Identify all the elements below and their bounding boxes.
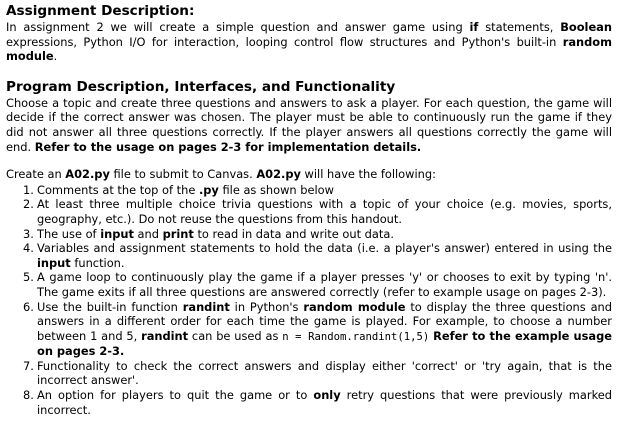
list-item-number: 6. [23,299,34,314]
section-paragraph: In assignment 2 we will create a simple question and answer game using if statements, Boolean expressions, Python I/O for interaction, looping control flow structures and Python's built-in random module. [6,20,612,64]
bold-text: A02.py [65,167,110,182]
list-item [6,197,612,226]
program-description-section [6,79,612,154]
bold-text: .py [198,182,219,197]
requirements-intro: Create an A02.py file to submit to Canvas. A02.py will have the following: [6,167,436,182]
list-item-number: 3. [23,226,34,241]
bold-text: Refer to the usage on pages 2-3 for implementation details. [34,139,422,154]
bold-text: random module [6,34,612,64]
list-item [6,359,612,388]
list-item-text: Variables and assignment statements to hold the data (i.e. a player's answer) entered in using the input function. [37,241,612,270]
list-item-number: 2. [23,197,34,212]
list-item-text: Functionality to check the correct answers and display either 'correct' or 'try again, that is the incorrect answer'. [37,358,612,388]
bold-text: random module [303,299,406,314]
list-item-text: The use of input and print to read in data and write out data. [37,226,394,241]
list-item [6,270,612,299]
requirements-list [6,183,612,418]
assignment-description-section [6,3,612,64]
bold-text: print [162,226,194,241]
list-item-number: 1. [23,182,34,197]
list-item-number: 8. [23,388,34,403]
bold-text: Boolean [560,20,612,34]
section-heading: Program Description, Interfaces, and Functionality [6,78,396,95]
list-item-text: At least three multiple choice trivia questions with a topic of your choice (e.g. movies, sports, geography, etc.). Do not reuse the questions from this handout. [37,197,612,226]
list-item-number: 4. [23,241,34,256]
list-item [6,300,612,359]
bold-text: only [313,388,341,403]
list-item [6,388,612,417]
bold-text: A02.py [256,167,301,182]
bold-text: input [37,255,71,270]
section-heading: Assignment Description: [6,3,195,19]
bold-text: randint [182,299,230,314]
bold-text: if [469,20,479,34]
list-item-text: An option for players to quit the game or to only retry questions that were previously marked incorrect. [37,388,612,417]
bold-text: input [100,226,134,241]
list-item [6,241,612,270]
list-item [6,227,612,242]
bold-text: randint [141,328,189,343]
code-snippet: n = Random.randint(1,5) [282,330,430,343]
list-item-text: Use the built-in function randint in Python's random module to display the three questions and answers in a different order for each time the game is played. For example, to choose a number between 1 and 5, randint can be used as n = Random.randint(1,5) Refer to the example usage on pages 2-3. [37,299,613,359]
section-paragraph: Choose a topic and create three questions and answers to ask a player. For each question, the game will decide if the correct answer was chosen. The player must be able to continuously run the game if they did not answer all three questions correctly. If the player answers all questions correctly the game will end. Refer to the usage on pages 2-3 for implementation details. [6,95,612,154]
list-item [6,183,612,198]
list-item-text: A game loop to continuously play the game if a player presses 'y' or chooses to exit by typing 'n'. The game exits if all three questions are answered correctly (refer to example usage on pages 2-3). [37,270,612,299]
list-item-number: 7. [23,358,34,373]
bold-text: Refer to the example usage on pages 2-3. [37,328,612,359]
list-item-number: 5. [23,270,34,285]
list-item-text: Comments at the top of the .py file as shown below [37,182,334,197]
